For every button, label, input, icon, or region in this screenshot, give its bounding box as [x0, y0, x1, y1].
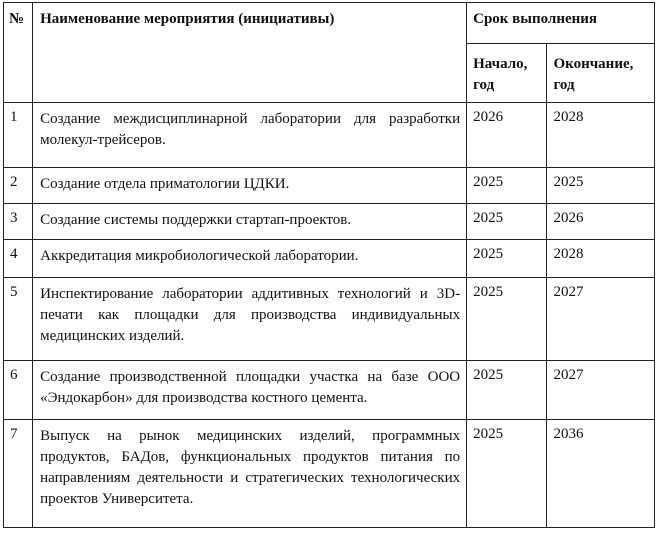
table-row	[4, 278, 655, 361]
row-num: 5	[4, 278, 33, 361]
row-end: 2027	[547, 278, 655, 361]
row-start: 2025	[467, 361, 547, 420]
table-row	[4, 240, 655, 278]
row-name: Создание системы поддержки стартап-проектов.	[33, 204, 467, 240]
header-num: №	[4, 3, 33, 103]
row-name: Аккредитация микробиологической лаборатории.	[33, 240, 467, 278]
row-name: Создание производственной площадки участка на базе ООО «Эндокарбон» для производства костного цемента.	[33, 361, 467, 420]
row-num: 7	[4, 420, 33, 528]
header-row	[4, 3, 655, 44]
table-row	[4, 361, 655, 420]
row-start: 2025	[467, 168, 547, 204]
row-end: 2025	[547, 168, 655, 204]
row-num: 4	[4, 240, 33, 278]
header-name: Наименование мероприятия (инициативы)	[33, 3, 467, 103]
row-end: 2036	[547, 420, 655, 528]
row-num: 2	[4, 168, 33, 204]
table-row	[4, 168, 655, 204]
row-start: 2025	[467, 278, 547, 361]
header-end: Окончание, год	[547, 44, 655, 103]
row-num: 1	[4, 103, 33, 168]
row-start: 2025	[467, 240, 547, 278]
row-end: 2028	[547, 103, 655, 168]
row-end: 2028	[547, 240, 655, 278]
table-row	[4, 420, 655, 528]
row-name: Инспектирование лаборатории аддитивных технологий и 3D-печати как площадки для производства индивидуальных медицинских изделий.	[33, 278, 467, 361]
row-num: 3	[4, 204, 33, 240]
row-end: 2026	[547, 204, 655, 240]
table-row	[4, 204, 655, 240]
header-term: Срок выполнения	[467, 3, 655, 44]
header-start: Начало, год	[467, 44, 547, 103]
row-name: Выпуск на рынок медицинских изделий, программных продуктов, БАДов, функциональных продуктов питания по направлениям деятельности и стратегических технологических проектов Университета.	[33, 420, 467, 528]
row-name: Создание отдела приматологии ЦДКИ.	[33, 168, 467, 204]
row-start: 2025	[467, 420, 547, 528]
row-start: 2025	[467, 204, 547, 240]
row-start: 2026	[467, 103, 547, 168]
row-num: 6	[4, 361, 33, 420]
table-row	[4, 103, 655, 168]
row-name: Создание междисциплинарной лаборатории для разработки молекул-трейсеров.	[33, 103, 467, 168]
row-end: 2027	[547, 361, 655, 420]
initiatives-table	[3, 2, 655, 528]
